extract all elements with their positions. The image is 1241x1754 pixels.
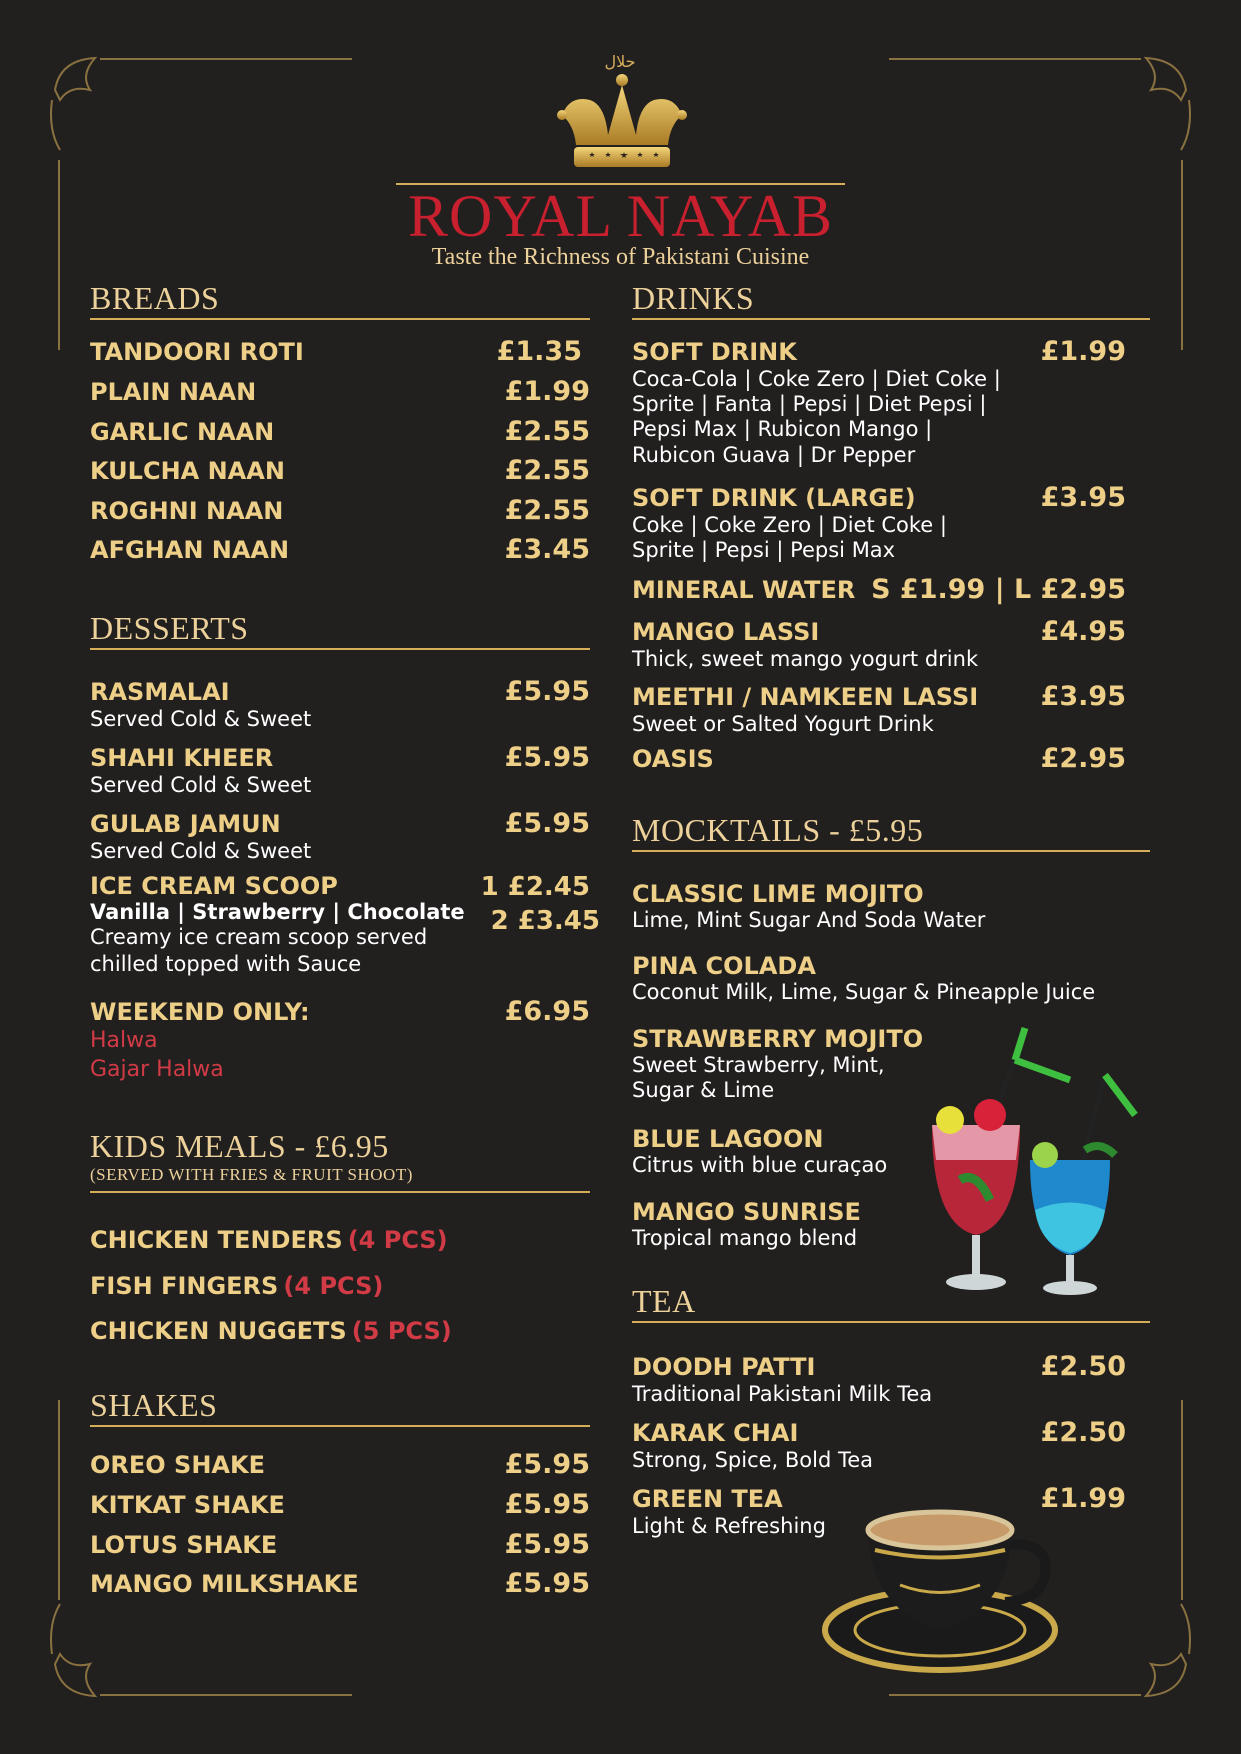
item-price: £1.99: [1040, 336, 1126, 367]
list-item: [632, 880, 1150, 952]
item-desc: Creamy ice cream scoop served: [90, 925, 428, 949]
item-desc: Served Cold & Sweet: [90, 773, 312, 797]
item-price: £5.95: [504, 1489, 590, 1520]
item-price: £2.55: [504, 495, 590, 526]
breads-section: [90, 282, 590, 320]
item-desc: Sweet Strawberry, Mint,: [632, 1053, 885, 1077]
item-name: ICE CREAM SCOOP: [90, 872, 338, 900]
item-desc: Rubicon Guava | Dr Pepper: [632, 442, 916, 467]
item-price: S £1.99 | L £2.95: [871, 574, 1126, 605]
shakes-list: [90, 1449, 590, 1608]
item-price: £3.45: [504, 534, 590, 565]
item-price: £5.95: [504, 1568, 590, 1599]
item-desc: Coca-Cola | Coke Zero | Diet Coke |: [632, 367, 1001, 391]
item-name: SOFT DRINK (LARGE): [632, 484, 916, 512]
item-name: WEEKEND ONLY:: [90, 998, 310, 1026]
item-qty: (4 PCS): [347, 1226, 448, 1254]
item-name: STRAWBERRY MOJITO: [632, 1025, 924, 1053]
item-name: CLASSIC LIME MOJITO: [632, 880, 924, 908]
item-name: RASMALAI: [90, 678, 230, 706]
kids-list: [90, 1226, 590, 1362]
list-item: [632, 616, 1126, 681]
item-name: PLAIN NAAN: [90, 378, 257, 406]
item-qty: (4 PCS): [283, 1272, 384, 1300]
list-item: [632, 336, 1126, 482]
halal-mark: حلال: [604, 52, 636, 71]
item-desc: Citrus with blue curaçao: [632, 1153, 888, 1177]
list-item: [632, 1351, 1126, 1417]
ice-cream-item: [90, 872, 600, 996]
item-name: OREO SHAKE: [90, 1451, 265, 1479]
shakes-section: [90, 1389, 590, 1427]
section-title: [90, 1130, 590, 1193]
item-name: MANGO LASSI: [632, 618, 820, 646]
item-desc: Sweet or Salted Yogurt Drink: [632, 712, 934, 736]
weekend-item: [90, 996, 590, 1084]
item-price: £1.35: [496, 336, 582, 367]
item-price: £5.95: [504, 742, 590, 773]
crown-icon: [550, 55, 695, 180]
item-price: £5.95: [504, 1449, 590, 1480]
item-desc: Pepsi Max | Rubicon Mango |: [632, 417, 933, 442]
item-desc: Sprite | Pepsi | Pepsi Max: [632, 538, 896, 563]
brand-tagline: Taste the Richness of Pakistani Cuisine: [431, 244, 810, 270]
item-desc: Sugar & Lime: [632, 1078, 775, 1103]
tea-section: [632, 1285, 1150, 1323]
item-name: CHICKEN TENDERS: [90, 1226, 343, 1254]
list-item: [632, 574, 1126, 616]
item-price: 1 £2.45: [480, 872, 590, 902]
item-desc: Coconut Milk, Lime, Sugar & Pineapple Juice: [632, 980, 1096, 1004]
item-desc: Served Cold & Sweet: [90, 707, 312, 731]
item-name: GULAB JAMUN: [90, 810, 281, 838]
item-price: £2.95: [1040, 743, 1126, 774]
item-name: MINERAL WATER: [632, 576, 856, 604]
list-item: [90, 1272, 590, 1317]
item-name: MANGO MILKSHAKE: [90, 1570, 359, 1598]
section-title: DESSERTS: [90, 612, 590, 650]
item-price: £2.50: [1040, 1417, 1126, 1448]
list-item: [632, 482, 1126, 574]
item-qty: (5 PCS): [351, 1317, 452, 1345]
item-name: PINA COLADA: [632, 952, 816, 980]
item-desc: Tropical mango blend: [632, 1226, 858, 1250]
list-item: [90, 376, 590, 416]
item-name: MEETHI / NAMKEEN LASSI: [632, 683, 979, 711]
section-title: DRINKS: [632, 282, 1150, 320]
item-name: KULCHA NAAN: [90, 457, 285, 485]
item-price: £4.95: [1040, 616, 1126, 647]
list-item: [90, 1529, 590, 1568]
item-price: £2.55: [504, 455, 590, 486]
item-desc: Traditional Pakistani Milk Tea: [632, 1382, 933, 1406]
kids-section: [90, 1130, 590, 1193]
item-desc: Strong, Spice, Bold Tea: [632, 1448, 874, 1472]
item-desc: chilled topped with Sauce: [90, 952, 362, 977]
item-name: OASIS: [632, 745, 714, 773]
list-item: [632, 681, 1126, 743]
item-name: TANDOORI ROTI: [90, 338, 304, 366]
section-title: TEA: [632, 1285, 1150, 1323]
list-item: [90, 1449, 590, 1489]
item-name: LOTUS SHAKE: [90, 1531, 278, 1559]
desserts-list: [90, 676, 600, 1084]
item-name: ROGHNI NAAN: [90, 497, 284, 525]
list-item: [632, 1417, 1126, 1483]
section-title-text: KIDS MEALS - £6.95: [90, 1128, 389, 1164]
item-name: CHICKEN NUGGETS: [90, 1317, 347, 1345]
item-name: KARAK CHAI: [632, 1419, 799, 1447]
item-price: £2.55: [504, 416, 590, 447]
item-price: 2 £3.45: [490, 906, 600, 936]
section-title: SHAKES: [90, 1389, 590, 1427]
item-desc: Coke | Coke Zero | Diet Coke |: [632, 513, 947, 537]
list-item: [632, 743, 1126, 774]
item-price: £3.95: [1040, 681, 1126, 712]
item-desc: Light & Refreshing: [632, 1514, 826, 1538]
section-subtitle: (SERVED WITH FRIES & FRUIT SHOOT): [90, 1164, 413, 1184]
item-price: £5.95: [504, 676, 590, 707]
brand-name: ROYAL NAYAB: [408, 183, 833, 249]
section-title: BREADS: [90, 282, 590, 320]
item-name: AFGHAN NAAN: [90, 536, 290, 564]
list-item: [90, 808, 590, 872]
list-item: [632, 952, 1150, 1025]
item-name: SHAHI KHEER: [90, 744, 274, 772]
item-desc: Lime, Mint Sugar And Soda Water: [632, 908, 986, 932]
item-price: £6.95: [504, 996, 590, 1027]
list-item: [90, 1568, 590, 1608]
desserts-section: [90, 612, 590, 650]
section-title: MOCKTAILS - £5.95: [632, 814, 1150, 852]
item-price: £3.95: [1040, 482, 1126, 513]
drinks-section: [632, 282, 1150, 320]
item-name: SOFT DRINK: [632, 338, 797, 366]
item-desc: Gajar Halwa: [90, 1056, 224, 1082]
list-item: [90, 1226, 590, 1272]
mocktails-section: [632, 814, 1150, 852]
list-item: [90, 1489, 590, 1529]
list-item: [90, 676, 590, 742]
tea-cup-image: [820, 1490, 1060, 1675]
list-item: [90, 455, 590, 495]
item-name: KITKAT SHAKE: [90, 1491, 285, 1519]
item-desc: Halwa: [90, 1028, 158, 1053]
item-name: DOODH PATTI: [632, 1353, 816, 1381]
list-item: [90, 1317, 590, 1362]
item-price: £1.99: [1040, 1483, 1126, 1514]
item-flavours: Vanilla | Strawberry | Chocolate: [90, 900, 465, 924]
item-price: £1.99: [504, 376, 590, 407]
item-name: BLUE LAGOON: [632, 1125, 824, 1153]
list-item: [90, 495, 590, 534]
item-name: GARLIC NAAN: [90, 418, 275, 446]
item-desc: Thick, sweet mango yogurt drink: [632, 647, 979, 671]
item-name: GREEN TEA: [632, 1485, 783, 1513]
mocktail-glasses-image: [920, 1020, 1145, 1320]
item-desc: Served Cold & Sweet: [90, 839, 312, 863]
breads-list: [90, 336, 590, 574]
item-name: MANGO SUNRISE: [632, 1198, 861, 1226]
item-price: £5.95: [504, 1529, 590, 1560]
item-desc: Sprite | Fanta | Pepsi | Diet Pepsi |: [632, 392, 987, 417]
list-item: [90, 336, 590, 376]
drinks-list: [632, 336, 1126, 774]
item-price: £5.95: [504, 808, 590, 839]
list-item: [90, 534, 590, 574]
item-name: FISH FINGERS: [90, 1272, 279, 1300]
list-item: [90, 742, 590, 808]
item-price: £2.50: [1040, 1351, 1126, 1382]
list-item: [90, 416, 590, 455]
